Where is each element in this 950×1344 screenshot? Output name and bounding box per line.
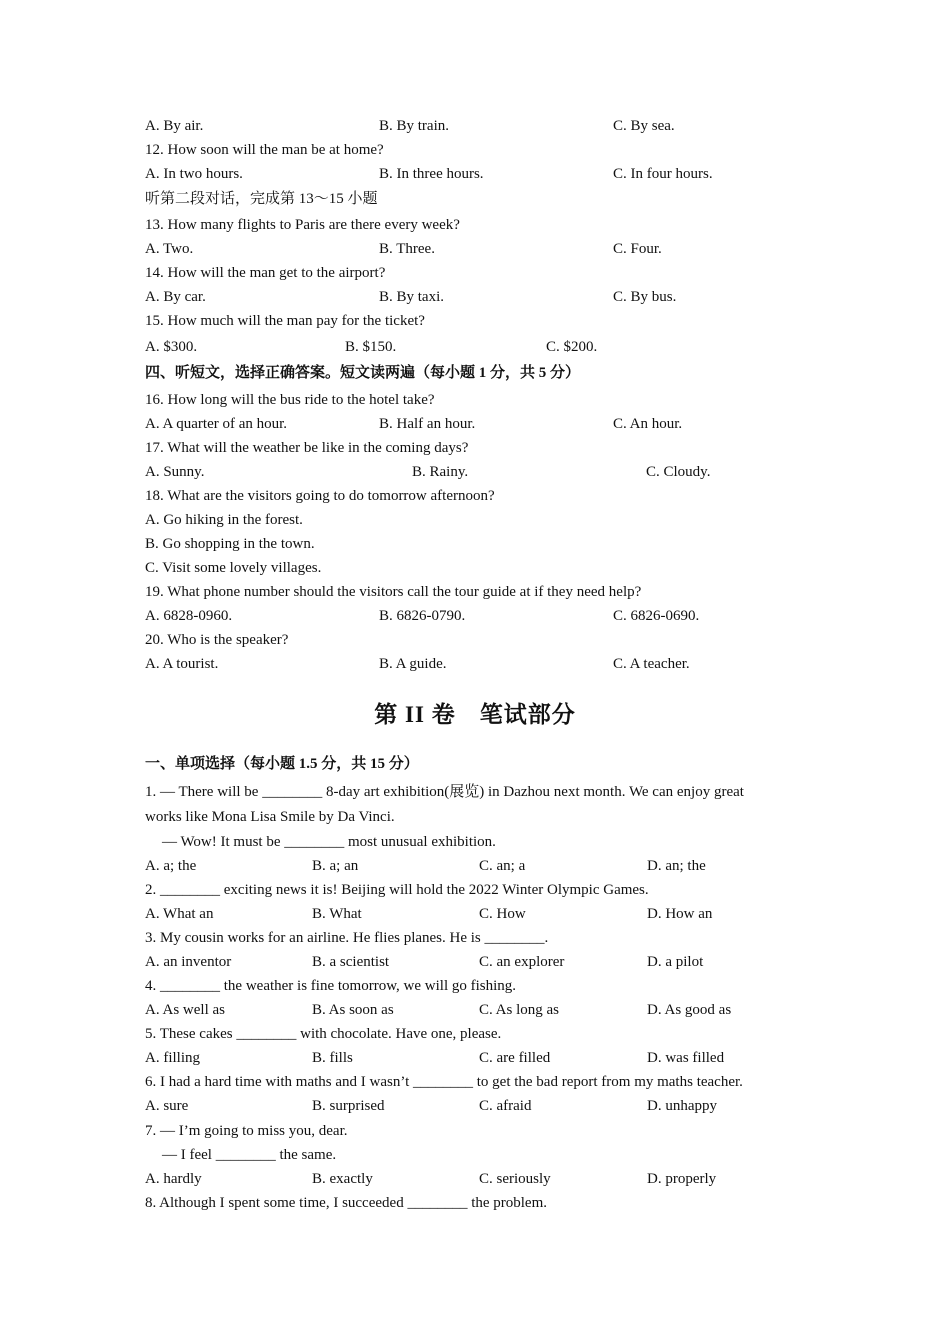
q5-option-b: B. fills <box>312 1050 353 1066</box>
q4-stem: 4. ________ the weather is fine tomorrow, we will go fishing. <box>145 978 517 994</box>
q17-option-a: A. Sunny. <box>145 464 205 480</box>
q4-option-c: C. As long as <box>479 1002 560 1018</box>
q3-options <box>0 952 950 972</box>
q1-line3: — Wow! It must be ________ most unusual exhibition. <box>162 834 496 850</box>
q6-option-d: D. unhappy <box>647 1098 717 1114</box>
q3-option-d: D. a pilot <box>647 954 704 970</box>
q1-line1: 1. — There will be ________ 8-day art exhibition(展览) in Dazhou next month. We can enjoy great <box>145 784 744 800</box>
q20-stem: 20. Who is the speaker? <box>145 632 289 648</box>
q20-option-a: A. A tourist. <box>145 656 219 672</box>
q2-option-a: A. What an <box>145 906 214 922</box>
q2-options <box>0 904 950 924</box>
q12-stem: 12. How soon will the man be at home? <box>145 142 384 158</box>
dialog2-instruction: 听第二段对话，完成第 13～15 小题 <box>145 191 378 207</box>
q19-option-b: B. 6826-0790. <box>379 608 466 624</box>
q4-option-d: D. As good as <box>647 1002 732 1018</box>
q5-stem: 5. These cakes ________ with chocolate. Have one, please. <box>145 1026 502 1042</box>
q19-stem: 19. What phone number should the visitors call the tour guide at if they need help? <box>145 584 642 600</box>
q19-option-c: C. 6826-0690. <box>613 608 700 624</box>
q5-option-a: A. filling <box>145 1050 200 1066</box>
q13-option-c: C. Four. <box>613 241 662 257</box>
q13-stem: 13. How many flights to Paris are there every week? <box>145 217 460 233</box>
q16-options <box>0 414 950 434</box>
q17-stem: 17. What will the weather be like in the coming days? <box>145 440 469 456</box>
q3-option-c: C. an explorer <box>479 954 565 970</box>
q14-options <box>0 287 950 307</box>
q5-option-d: D. was filled <box>647 1050 725 1066</box>
q6-option-a: A. sure <box>145 1098 189 1114</box>
q1-options <box>0 856 950 876</box>
q7-line1: 7. — I’m going to miss you, dear. <box>145 1123 348 1139</box>
q3-stem: 3. My cousin works for an airline. He flies planes. He is ________. <box>145 930 549 946</box>
q7-option-a: A. hardly <box>145 1171 202 1187</box>
q15-option-a: A. $300. <box>145 339 198 355</box>
q18-stem: 18. What are the visitors going to do tomorrow afternoon? <box>145 488 495 504</box>
q11-option-a: A. By air. <box>145 118 204 134</box>
q5-option-c: C. are filled <box>479 1050 551 1066</box>
q13-option-a: A. Two. <box>145 241 194 257</box>
q4-option-b: B. As soon as <box>312 1002 394 1018</box>
q8-stem: 8. Although I spent some time, I succeeded ________ the problem. <box>145 1195 548 1211</box>
part2-title-left: 第 II 卷 <box>374 702 456 727</box>
q1-option-b: B. a; an <box>312 858 359 874</box>
q13-option-b: B. Three. <box>379 241 435 257</box>
q14-option-c: C. By bus. <box>613 289 677 305</box>
q3-option-a: A. an inventor <box>145 954 232 970</box>
part2-title <box>0 700 950 730</box>
part2-title-right: 笔试部分 <box>479 702 576 727</box>
q2-stem: 2. ________ exciting news it is! Beijing will hold the 2022 Winter Olympic Games. <box>145 882 649 898</box>
q19-option-a: A. 6828-0960. <box>145 608 233 624</box>
q16-option-a: A. A quarter of an hour. <box>145 416 288 432</box>
q15-options <box>0 337 950 357</box>
q1-option-d: D. an; the <box>647 858 706 874</box>
q7-option-b: B. exactly <box>312 1171 373 1187</box>
q1-option-a: A. a; the <box>145 858 197 874</box>
q4-options <box>0 1000 950 1020</box>
q7-option-d: D. properly <box>647 1171 717 1187</box>
q7-option-c: C. seriously <box>479 1171 551 1187</box>
q3-option-b: B. a scientist <box>312 954 390 970</box>
q1-line2: works like Mona Lisa Smile by Da Vinci. <box>145 809 395 825</box>
q7-line2: — I feel ________ the same. <box>162 1147 337 1163</box>
q17-option-c: C. Cloudy. <box>646 464 711 480</box>
q6-option-c: C. afraid <box>479 1098 532 1114</box>
section4-heading: 四、听短文，选择正确答案。短文读两遍（每小题 1 分，共 5 分） <box>145 365 581 381</box>
q12-option-c: C. In four hours. <box>613 166 713 182</box>
q18-option-b: B. Go shopping in the town. <box>145 536 315 552</box>
q14-option-a: A. By car. <box>145 289 206 305</box>
q17-options <box>0 462 950 482</box>
q12-option-a: A. In two hours. <box>145 166 243 182</box>
q20-option-c: C. A teacher. <box>613 656 690 672</box>
q15-stem: 15. How much will the man pay for the ticket? <box>145 313 425 329</box>
q12-option-b: B. In three hours. <box>379 166 484 182</box>
q18-option-a: A. Go hiking in the forest. <box>145 512 303 528</box>
q16-stem: 16. How long will the bus ride to the hotel take? <box>145 392 435 408</box>
q2-option-d: D. How an <box>647 906 713 922</box>
q5-options <box>0 1048 950 1068</box>
q14-stem: 14. How will the man get to the airport? <box>145 265 386 281</box>
q15-option-b: B. $150. <box>345 339 397 355</box>
q17-option-b: B. Rainy. <box>412 464 469 480</box>
q11-option-b: B. By train. <box>379 118 449 134</box>
q11-options <box>0 116 950 136</box>
q2-option-b: B. What <box>312 906 362 922</box>
q12-options <box>0 164 950 184</box>
q19-options <box>0 606 950 626</box>
q6-stem: 6. I had a hard time with maths and I wasn’t ________ to get the bad report from my maths teacher. <box>145 1074 743 1090</box>
section1-heading: 一、单项选择（每小题 1.5 分，共 15 分） <box>145 756 419 772</box>
q16-option-b: B. Half an hour. <box>379 416 476 432</box>
q20-options <box>0 654 950 674</box>
q18-option-c: C. Visit some lovely villages. <box>145 560 322 576</box>
q2-option-c: C. How <box>479 906 526 922</box>
q13-options <box>0 239 950 259</box>
q11-option-c: C. By sea. <box>613 118 675 134</box>
q16-option-c: C. An hour. <box>613 416 683 432</box>
q1-option-c: C. an; a <box>479 858 526 874</box>
q6-options <box>0 1096 950 1116</box>
q14-option-b: B. By taxi. <box>379 289 445 305</box>
q15-option-c: C. $200. <box>546 339 598 355</box>
q6-option-b: B. surprised <box>312 1098 385 1114</box>
q7-options <box>0 1169 950 1189</box>
q4-option-a: A. As well as <box>145 1002 225 1018</box>
q20-option-b: B. A guide. <box>379 656 447 672</box>
